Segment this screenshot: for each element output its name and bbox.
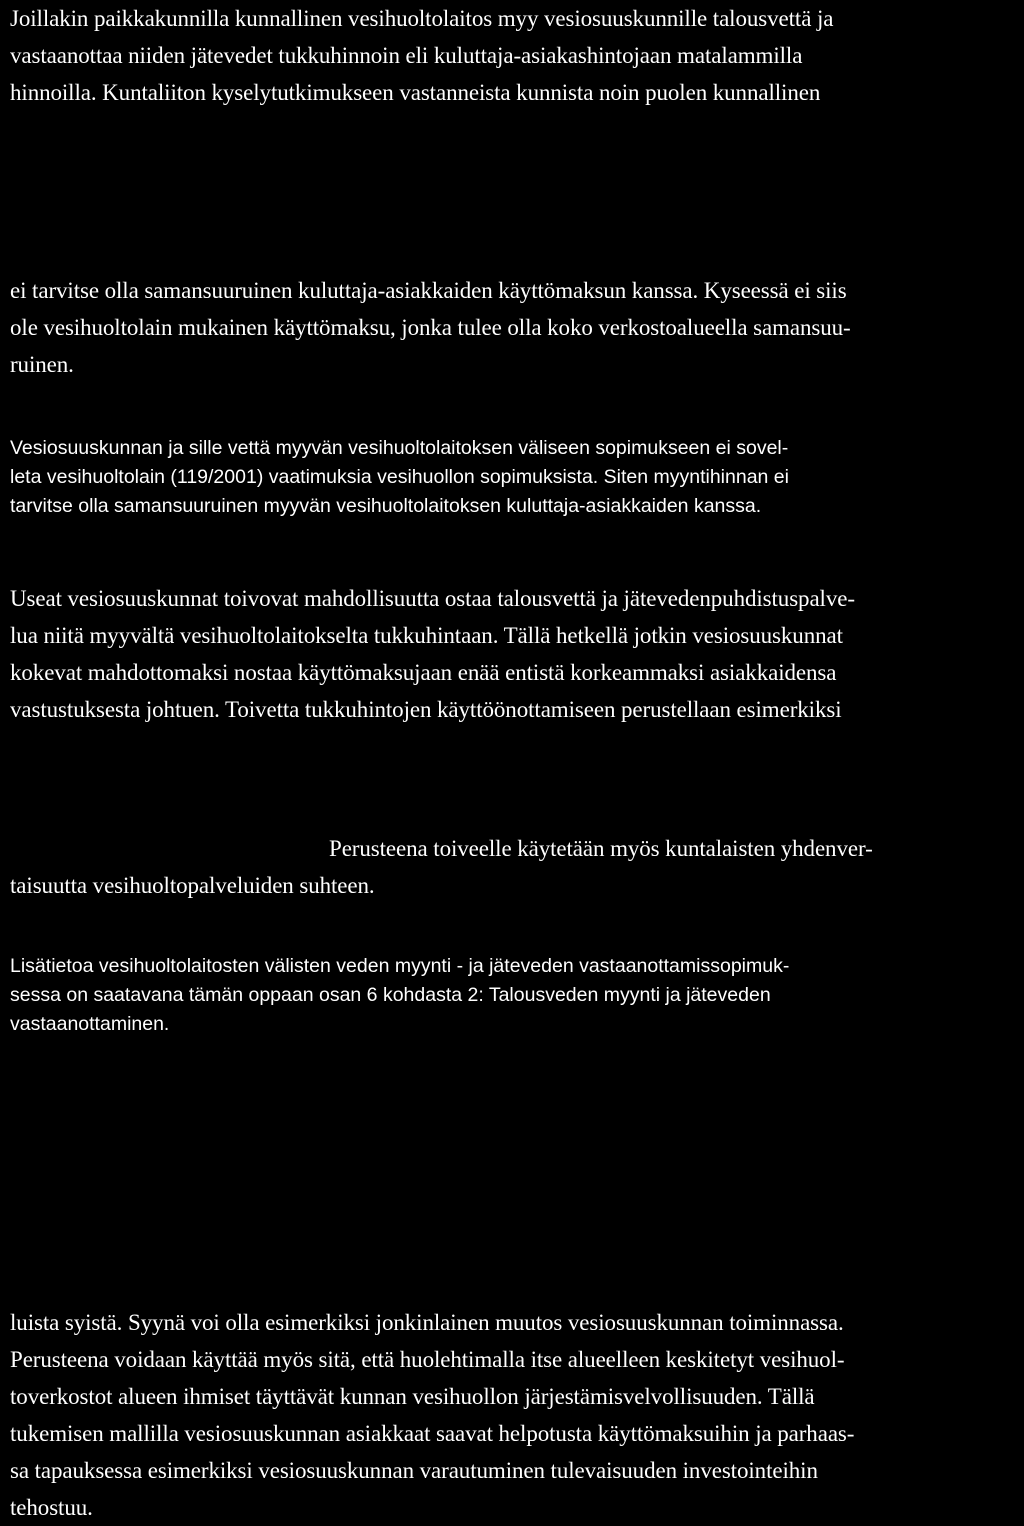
paragraph-line: Perusteena voidaan käyttää myös sitä, että huolehtimalla itse alueelleen keskitetyt vesihuol- xyxy=(10,1347,845,1372)
paragraph-line: lua niitä myyvältä vesihuoltolaitokselta tukkuhintaan. Tällä hetkellä jotkin vesiosuuskunnat xyxy=(10,623,843,648)
info-note-2 xyxy=(10,952,1010,1039)
paragraph-line: kokevat mahdottomaksi nostaa käyttömaksujaan enää entistä korkeammaksi asiakkaidensa xyxy=(10,660,837,685)
paragraph-4 xyxy=(10,830,1010,904)
note-line: tarvitse olla samansuuruinen myyvän vesihuoltolaitoksen kuluttaja-asiakkaiden kanssa. xyxy=(10,495,762,517)
note-line: vastaanottaminen. xyxy=(10,1013,170,1035)
paragraph-line: toverkostot alueen ihmiset täyttävät kunnan vesihuollon järjestämisvelvollisuuden. Tällä xyxy=(10,1384,815,1409)
paragraph-line: Perusteena toiveelle käytetään myös kuntalaisten yhdenver- xyxy=(329,836,873,861)
info-note-1 xyxy=(10,434,1010,521)
paragraph-line: ole vesihuoltolain mukainen käyttömaksu, jonka tulee olla koko verkostoalueella samansuu- xyxy=(10,315,851,340)
paragraph-line: ei tarvitse olla samansuuruinen kuluttaja-asiakkaiden käyttömaksun kanssa. Kyseessä ei siis xyxy=(10,278,847,303)
paragraph-3 xyxy=(10,580,1010,728)
paragraph-line: Joillakin paikkakunnilla kunnallinen vesihuoltolaitos myy vesiosuuskunnille talousvettä ja xyxy=(10,6,834,31)
note-line: sessa on saatavana tämän oppaan osan 6 kohdasta 2: Talousveden myynti ja jäteveden xyxy=(10,984,771,1006)
note-line: leta vesihuoltolain (119/2001) vaatimuksia vesihuollon sopimuksista. Siten myyntihinnan ei xyxy=(10,466,789,488)
paragraph-line: hinnoilla. Kuntaliiton kyselytutkimukseen vastanneista kunnista noin puolen kunnallinen xyxy=(10,80,821,105)
paragraph-line: vastustuksesta johtuen. Toivetta tukkuhintojen käyttöönottamiseen perustellaan esimerkiksi xyxy=(10,697,842,722)
paragraph-line: tukemisen mallilla vesiosuuskunnan asiakkaat saavat helpotusta käyttömaksuihin ja parhaas- xyxy=(10,1421,855,1446)
note-line: Lisätietoa vesihuoltolaitosten välisten veden myynti - ja jäteveden vastaanottamissopimuk- xyxy=(10,955,790,977)
paragraph-1 xyxy=(10,0,1010,111)
paragraph-line: taisuutta vesihuoltopalveluiden suhteen. xyxy=(10,873,375,898)
paragraph-line: ruinen. xyxy=(10,352,74,377)
note-line: Vesiosuuskunnan ja sille vettä myyvän vesihuoltolaitoksen väliseen sopimukseen ei sovel- xyxy=(10,437,789,459)
paragraph-2 xyxy=(10,272,1010,383)
paragraph-5 xyxy=(10,1304,1010,1526)
paragraph-line: luista syistä. Syynä voi olla esimerkiksi jonkinlainen muutos vesiosuuskunnan toiminnassa. xyxy=(10,1310,844,1335)
paragraph-line: Useat vesiosuuskunnat toivovat mahdollisuutta ostaa talousvettä ja jätevedenpuhdistuspalve- xyxy=(10,586,855,611)
paragraph-line: vastaanottaa niiden jätevedet tukkuhinnoin eli kuluttaja-asiakashintojaan matalammilla xyxy=(10,43,803,68)
paragraph-line: sa tapauksessa esimerkiksi vesiosuuskunnan varautuminen tulevaisuuden investointeihin xyxy=(10,1458,818,1483)
paragraph-line: tehostuu. xyxy=(10,1495,93,1520)
